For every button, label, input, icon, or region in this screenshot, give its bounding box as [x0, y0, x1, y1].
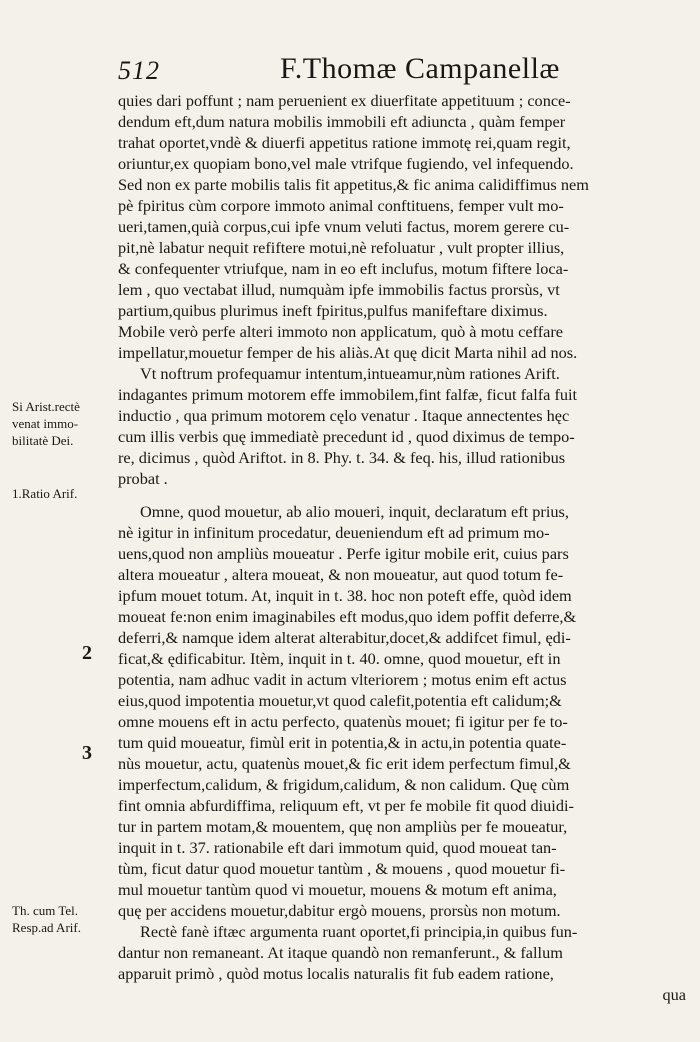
margin-note-line: Th. cum Tel.	[12, 903, 79, 918]
text-line: apparuit primò , quòd motus localis naturalis fit fub eadem ratione,	[118, 964, 554, 983]
text-line: oriuntur,ex quopiam bono,vel male vtrifque fugiendo, vel infequendo.	[118, 154, 574, 173]
paragraph-4	[118, 501, 686, 921]
paragraph-3	[118, 363, 686, 489]
margin-number-2: 2	[82, 642, 92, 664]
text-line: Sed non ex parte mobilis talis fit appetitus,& fic anima calidiffimus nem	[118, 175, 589, 194]
text-line: impellatur,mouetur femper de his aliàs.At quę dicit Marta nihil ad nos.	[118, 343, 578, 362]
text-line: & confequenter vtriufque, nam in eo eft inclufus, motum fiftere loca-	[118, 259, 569, 278]
text-line: ueri,tamen,quià corpus,cui ipfe vnum veluti factus, morem gerere cu-	[118, 217, 570, 236]
text-line: tùm, ficut datur quod mouetur tantùm , & mouens , quod mouetur fi-	[118, 859, 566, 878]
text-line: uens,quod non ampliùs moueatur . Perfe igitur mobile erit, cuius pars	[118, 544, 569, 563]
text-line: eius,quod impotentia mouetur,vt quod calefit,potentia eft calidum;&	[118, 691, 562, 710]
margin-note-5	[12, 902, 116, 936]
text-line: quies dari poffunt ; nam peruenient ex diuerfitate appetituum ; conce-	[118, 91, 571, 110]
text-line: Omne, quod mouetur, ab alio moueri, inquit, declaratum eft prius,	[140, 502, 569, 521]
text-line: ipfum mouet totum. At, inquit in t. 38. hoc non poteft effe, quòd idem	[118, 586, 572, 605]
margin-note-1	[12, 398, 116, 449]
text-line: lem , quo vectabat illud, numquàm ipfe immobilis factus prorsùs, vt	[118, 280, 560, 299]
paragraph-5	[118, 921, 686, 984]
margin-note-line: 1.Ratio Arif.	[12, 486, 78, 501]
running-head: F.Thomæ Campanellæ	[280, 52, 560, 85]
paragraph-1	[118, 90, 686, 321]
margin-note-line: venat immo-	[12, 416, 79, 431]
margin-note-line: Si Arist.rectè	[12, 399, 80, 414]
text-line: re, dicimus , quòd Ariftot. in 8. Phy. t. 34. & feq. his, illud rationibus	[118, 448, 566, 467]
text-line: tur in partem motam,& mouentem, quę non ampliùs per fe moueatur,	[118, 817, 568, 836]
margin-note-2	[12, 485, 116, 502]
text-line: dantur non remaneant. At itaque quandò non remanferunt., & fallum	[118, 943, 563, 962]
text-line: potentia, nam adhuc vadit in actum vlteriorem ; motus enim eft actus	[118, 670, 567, 689]
text-line: ficat,& ędificabitur. Itèm, inquit in t. 40. omne, quod mouetur, eft in	[118, 649, 561, 668]
text-line: pè fpiritus cùm corpore immoto animal conftituens, femper vult mo-	[118, 196, 564, 215]
text-line: omne mouens eft in actu perfecto, quatenùs mouet; fi igitur per fe to-	[118, 712, 568, 731]
text-line: cum illis verbis quę immediatè precedunt id , quod diximus de tempo-	[118, 427, 575, 446]
text-line: imperfectum,calidum, & frigidum,calidum, & non calidum. Quę cùm	[118, 775, 570, 794]
text-line: nùs mouetur, actu, quatenùs mouet,& fic erit idem perfectum fimul,&	[118, 754, 571, 773]
text-line: inductio , qua primum motorem cęlo venatur . Itaque annectentes hęc	[118, 406, 570, 425]
text-line: dendum eft,dum natura mobilis immobili eft adiuncta , quàm femper	[118, 112, 566, 131]
text-line: partium,quibus plurimus ineft fpiritus,pulfus manifeftare diximus.	[118, 301, 548, 320]
text-line: tum quid moueatur, fimùl erit in potentia,& in actu,in potentia quate-	[118, 733, 567, 752]
text-line: nè igitur in infinitum procedatur, deueniendum eft ad primum mo-	[118, 523, 550, 542]
text-line: altera moueatur , altera moueat, & non moueatur, aut quod totum fe-	[118, 565, 564, 584]
page-number: 512	[118, 56, 160, 85]
text-line: deferri,& namque idem alterat alterabitur,docet,& addifcet fimul, ędi-	[118, 628, 571, 647]
text-line: mul mouetur tantùm quod vi mouetur, mouens & motum eft anima,	[118, 880, 557, 899]
text-line: Rectè fanè iftæc argumenta ruant oportet,fi principia,in quibus fun-	[140, 922, 578, 941]
text-line: Vt noftrum profequamur intentum,intueamur,nùm rationes Arift.	[140, 364, 560, 383]
text-line: pit,nè labatur nequit refiftere motui,nè refoluatur , vult propter illius,	[118, 238, 565, 257]
margin-note-line: bilitatè Dei.	[12, 433, 74, 448]
page-header	[0, 52, 700, 92]
margin-number-3: 3	[82, 742, 92, 764]
paragraph-2	[118, 321, 686, 363]
text-line: moueat fe:non enim imaginabiles eft modus,quo idem poffit deferre,&	[118, 607, 577, 626]
text-line: probat .	[118, 469, 168, 488]
text-line: trahat oportet,vndè & diuerfi appetitus ratione immotę rei,quam regit,	[118, 133, 571, 152]
text-line: indagantes primum motorem effe immobilem,fint falfæ, ficut falfa fuit	[118, 385, 578, 404]
text-line: Mobile verò perfe alteri immoto non applicatum, quò à motu ceffare	[118, 322, 564, 341]
text-line: quę per accidens mouetur,dabitur ergò mouens, prorsùs non motum.	[118, 901, 561, 920]
margin-note-line: Resp.ad Arif.	[12, 920, 81, 935]
text-line: inquit in t. 37. rationabile eft dari immotum quid, quod moueat tan-	[118, 838, 557, 857]
catchword: qua	[662, 985, 686, 1004]
text-line: fint omnia abfurdiffima, reliquum eft, vt per fe mobile fit quod diuidi-	[118, 796, 574, 815]
text-body	[118, 90, 686, 1005]
